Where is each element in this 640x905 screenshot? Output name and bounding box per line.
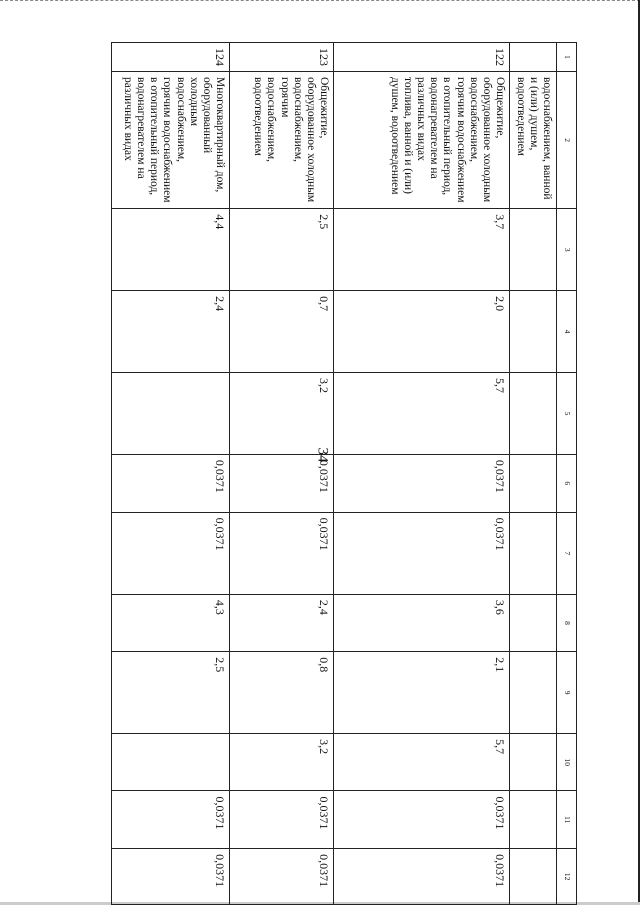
header-row xyxy=(557,43,577,905)
rotated-table-container xyxy=(117,42,577,905)
cell-c7: 0,0371 xyxy=(112,512,230,594)
cell-c5 xyxy=(112,373,230,455)
col-header: 6 xyxy=(557,454,577,512)
cell-c6: 0,0371 xyxy=(112,454,230,512)
cell-c8: 2,4 xyxy=(230,594,334,651)
cell-c9: 2,1 xyxy=(334,652,510,734)
cell-c5: 5,7 xyxy=(334,373,510,455)
tariff-table xyxy=(111,42,577,905)
cell-c12: 0,0371 xyxy=(334,849,510,905)
cell-c11: 0,0371 xyxy=(112,791,230,849)
row-number: 124 xyxy=(112,43,230,72)
continuation-row xyxy=(510,43,557,905)
row-number: 123 xyxy=(230,43,334,72)
cell-c3: 4,4 xyxy=(112,209,230,291)
col-header: 4 xyxy=(557,291,577,373)
continuation-text: водоснабжением, ванной и (или) душем, водоотведением xyxy=(510,72,557,209)
cell-c3: 3,7 xyxy=(334,209,510,291)
col-header: 3 xyxy=(557,209,577,291)
row-description: Общежитие, оборудованное холодным водоснабжением, горячим водоснабжением, водоотведением xyxy=(230,72,334,209)
col-header: 7 xyxy=(557,512,577,594)
col-header: 9 xyxy=(557,652,577,734)
table-row xyxy=(230,43,334,905)
cell-c12: 0,0371 xyxy=(112,849,230,905)
cell-c10: 3,2 xyxy=(230,734,334,791)
cell-c4: 2,4 xyxy=(112,291,230,373)
cell-c3: 2,5 xyxy=(230,209,334,291)
cell-c7: 0,0371 xyxy=(230,512,334,594)
table-row xyxy=(334,43,510,905)
row-number: 122 xyxy=(334,43,510,72)
page-number: 34 xyxy=(314,447,331,463)
cell-c11: 0,0371 xyxy=(230,791,334,849)
cell-c4: 2,0 xyxy=(334,291,510,373)
cell-c5: 3,2 xyxy=(230,373,334,455)
table-row xyxy=(112,43,230,905)
cell-c8: 4,3 xyxy=(112,594,230,651)
cell-c9: 2,5 xyxy=(112,652,230,734)
col-header: 1 xyxy=(557,43,577,72)
col-header: 11 xyxy=(557,791,577,849)
cell-c10: 5,7 xyxy=(334,734,510,791)
row-description: Общежитие, оборудованное холодным водоснабжением, горячим водоснабжением в отопительный период, водонагревателем на различных видах топлива, ванной и (или) душем, водоотведением xyxy=(334,72,510,209)
cell-c10 xyxy=(112,734,230,791)
cell-c8: 3,6 xyxy=(334,594,510,651)
cell-c6: 0,0371 xyxy=(334,454,510,512)
cell-c7: 0,0371 xyxy=(334,512,510,594)
cell-c4: 0,7 xyxy=(230,291,334,373)
row-description: Многоквартирный дом, оборудованный холодным водоснабжением, горячим водоснабжением в отопительный период, водонагревателем на различных видах xyxy=(112,72,230,209)
cell-c12: 0,0371 xyxy=(230,849,334,905)
cell-c9: 0,8 xyxy=(230,652,334,734)
col-header: 12 xyxy=(557,849,577,905)
col-header: 5 xyxy=(557,373,577,455)
cell-c11: 0,0371 xyxy=(334,791,510,849)
col-header: 10 xyxy=(557,734,577,791)
col-header: 2 xyxy=(557,72,577,209)
cell-c6: 0,0371 xyxy=(230,454,334,512)
col-header: 8 xyxy=(557,594,577,651)
scan-edge-top xyxy=(0,0,640,1)
